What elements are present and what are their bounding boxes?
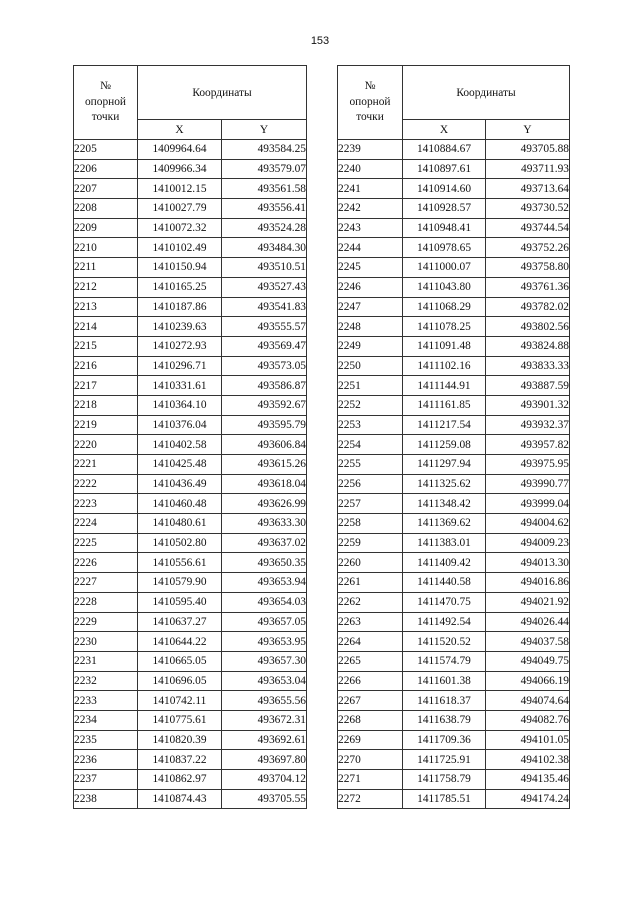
y-coordinate-cell: 493556.41 bbox=[222, 199, 307, 219]
y-coordinate-cell: 494009.23 bbox=[486, 533, 570, 553]
x-coordinate-cell: 1411348.42 bbox=[403, 494, 486, 514]
table-row bbox=[74, 651, 307, 671]
table-row bbox=[74, 179, 307, 199]
x-coordinate-cell: 1411161.85 bbox=[403, 395, 486, 415]
point-number-cell: 2230 bbox=[74, 632, 138, 652]
table-row bbox=[338, 494, 570, 514]
y-coordinate-cell: 493758.80 bbox=[486, 258, 570, 278]
x-coordinate-cell: 1410012.15 bbox=[138, 179, 222, 199]
x-coordinate-cell: 1411217.54 bbox=[403, 415, 486, 435]
table-row bbox=[338, 140, 570, 160]
y-coordinate-cell: 494174.24 bbox=[486, 789, 570, 809]
y-column-header: Y bbox=[222, 120, 307, 140]
table-row bbox=[338, 258, 570, 278]
point-number-cell: 2211 bbox=[74, 258, 138, 278]
point-number-cell: 2210 bbox=[74, 238, 138, 258]
point-number-cell: 2244 bbox=[338, 238, 403, 258]
y-coordinate-cell: 493606.84 bbox=[222, 435, 307, 455]
table-row bbox=[338, 651, 570, 671]
table-row bbox=[74, 455, 307, 475]
point-number-cell: 2220 bbox=[74, 435, 138, 455]
y-coordinate-cell: 493672.31 bbox=[222, 710, 307, 730]
point-number-cell: 2260 bbox=[338, 553, 403, 573]
table-row bbox=[74, 750, 307, 770]
x-coordinate-cell: 1409966.34 bbox=[138, 159, 222, 179]
point-number-cell: 2266 bbox=[338, 671, 403, 691]
coordinates-table-right bbox=[337, 65, 570, 809]
x-coordinate-cell: 1410644.22 bbox=[138, 632, 222, 652]
x-coordinate-cell: 1411144.91 bbox=[403, 376, 486, 396]
table-row bbox=[338, 592, 570, 612]
y-coordinate-cell: 493802.56 bbox=[486, 317, 570, 337]
x-coordinate-cell: 1410884.67 bbox=[403, 140, 486, 160]
x-coordinate-cell: 1411409.42 bbox=[403, 553, 486, 573]
table-row bbox=[338, 533, 570, 553]
y-coordinate-cell: 493541.83 bbox=[222, 297, 307, 317]
table-row bbox=[74, 612, 307, 632]
point-number-cell: 2241 bbox=[338, 179, 403, 199]
point-number-cell: 2252 bbox=[338, 395, 403, 415]
x-coordinate-cell: 1411043.80 bbox=[403, 277, 486, 297]
y-coordinate-cell: 493887.59 bbox=[486, 376, 570, 396]
y-coordinate-cell: 493697.80 bbox=[222, 750, 307, 770]
table-row bbox=[338, 317, 570, 337]
point-number-cell: 2235 bbox=[74, 730, 138, 750]
point-number-cell: 2246 bbox=[338, 277, 403, 297]
point-number-cell: 2243 bbox=[338, 218, 403, 238]
x-coordinate-cell: 1411325.62 bbox=[403, 474, 486, 494]
x-coordinate-cell: 1411297.94 bbox=[403, 455, 486, 475]
point-number-cell: 2267 bbox=[338, 691, 403, 711]
y-coordinate-cell: 494074.64 bbox=[486, 691, 570, 711]
x-coordinate-cell: 1410556.61 bbox=[138, 553, 222, 573]
x-coordinate-cell: 1410102.49 bbox=[138, 238, 222, 258]
x-coordinate-cell: 1411709.36 bbox=[403, 730, 486, 750]
table-row bbox=[74, 415, 307, 435]
y-coordinate-cell: 493615.26 bbox=[222, 455, 307, 475]
x-coordinate-cell: 1411725.91 bbox=[403, 750, 486, 770]
x-coordinate-cell: 1411369.62 bbox=[403, 514, 486, 534]
point-number-cell: 2212 bbox=[74, 277, 138, 297]
table-row bbox=[74, 553, 307, 573]
table-row bbox=[338, 356, 570, 376]
point-number-cell: 2219 bbox=[74, 415, 138, 435]
x-coordinate-cell: 1410862.97 bbox=[138, 770, 222, 790]
x-coordinate-cell: 1410874.43 bbox=[138, 789, 222, 809]
table-row bbox=[74, 159, 307, 179]
table-row bbox=[338, 179, 570, 199]
x-coordinate-cell: 1411492.54 bbox=[403, 612, 486, 632]
point-number-cell: 2263 bbox=[338, 612, 403, 632]
y-coordinate-cell: 494049.75 bbox=[486, 651, 570, 671]
table-row bbox=[74, 199, 307, 219]
x-coordinate-cell: 1410914.60 bbox=[403, 179, 486, 199]
point-number-cell: 2249 bbox=[338, 336, 403, 356]
y-coordinate-cell: 494021.92 bbox=[486, 592, 570, 612]
x-coordinate-cell: 1410402.58 bbox=[138, 435, 222, 455]
y-coordinate-cell: 493782.02 bbox=[486, 297, 570, 317]
table-row bbox=[74, 395, 307, 415]
point-number-cell: 2214 bbox=[74, 317, 138, 337]
point-number-cell: 2237 bbox=[74, 770, 138, 790]
x-coordinate-cell: 1409964.64 bbox=[138, 140, 222, 160]
y-coordinate-cell: 493510.51 bbox=[222, 258, 307, 278]
y-coordinate-cell: 493618.04 bbox=[222, 474, 307, 494]
x-coordinate-cell: 1411470.75 bbox=[403, 592, 486, 612]
point-number-cell: 2247 bbox=[338, 297, 403, 317]
x-coordinate-cell: 1410579.90 bbox=[138, 573, 222, 593]
point-number-cell: 2259 bbox=[338, 533, 403, 553]
y-coordinate-cell: 493586.87 bbox=[222, 376, 307, 396]
table-row bbox=[74, 592, 307, 612]
x-column-header: X bbox=[403, 120, 486, 140]
y-coordinate-cell: 493975.95 bbox=[486, 455, 570, 475]
x-coordinate-cell: 1410665.05 bbox=[138, 651, 222, 671]
point-number-cell: 2272 bbox=[338, 789, 403, 809]
point-number-cell: 2233 bbox=[74, 691, 138, 711]
y-coordinate-cell: 493579.07 bbox=[222, 159, 307, 179]
point-number-cell: 2250 bbox=[338, 356, 403, 376]
x-coordinate-cell: 1411758.79 bbox=[403, 770, 486, 790]
x-coordinate-cell: 1410978.65 bbox=[403, 238, 486, 258]
point-number-cell: 2238 bbox=[74, 789, 138, 809]
point-number-cell: 2232 bbox=[74, 671, 138, 691]
y-coordinate-cell: 493555.57 bbox=[222, 317, 307, 337]
table-row bbox=[74, 356, 307, 376]
table-row bbox=[74, 691, 307, 711]
point-number-cell: 2227 bbox=[74, 573, 138, 593]
point-number-cell: 2217 bbox=[74, 376, 138, 396]
point-number-cell: 2240 bbox=[338, 159, 403, 179]
y-coordinate-cell: 493990.77 bbox=[486, 474, 570, 494]
point-number-cell: 2264 bbox=[338, 632, 403, 652]
y-coordinate-cell: 493999.04 bbox=[486, 494, 570, 514]
x-coordinate-cell: 1411091.48 bbox=[403, 336, 486, 356]
x-coordinate-cell: 1410897.61 bbox=[403, 159, 486, 179]
x-coordinate-cell: 1411440.58 bbox=[403, 573, 486, 593]
point-number-cell: 2239 bbox=[338, 140, 403, 160]
table-row bbox=[74, 514, 307, 534]
table-row bbox=[338, 750, 570, 770]
point-number-cell: 2255 bbox=[338, 455, 403, 475]
y-coordinate-cell: 493569.47 bbox=[222, 336, 307, 356]
x-coordinate-cell: 1410928.57 bbox=[403, 199, 486, 219]
point-number-cell: 2228 bbox=[74, 592, 138, 612]
table-row bbox=[338, 199, 570, 219]
point-number-cell: 2248 bbox=[338, 317, 403, 337]
point-number-cell: 2258 bbox=[338, 514, 403, 534]
y-coordinate-cell: 494016.86 bbox=[486, 573, 570, 593]
table-row bbox=[338, 553, 570, 573]
table-row bbox=[338, 297, 570, 317]
table-row bbox=[338, 159, 570, 179]
x-coordinate-cell: 1410742.11 bbox=[138, 691, 222, 711]
y-coordinate-cell: 493761.36 bbox=[486, 277, 570, 297]
point-number-cell: 2226 bbox=[74, 553, 138, 573]
y-coordinate-cell: 494004.62 bbox=[486, 514, 570, 534]
x-coordinate-cell: 1410296.71 bbox=[138, 356, 222, 376]
x-coordinate-cell: 1411638.79 bbox=[403, 710, 486, 730]
x-coordinate-cell: 1411068.29 bbox=[403, 297, 486, 317]
y-coordinate-cell: 493833.33 bbox=[486, 356, 570, 376]
table-row bbox=[74, 770, 307, 790]
y-coordinate-cell: 493595.79 bbox=[222, 415, 307, 435]
y-coordinate-cell: 493484.30 bbox=[222, 238, 307, 258]
table-row bbox=[74, 474, 307, 494]
point-number-cell: 2236 bbox=[74, 750, 138, 770]
x-coordinate-cell: 1410187.86 bbox=[138, 297, 222, 317]
table-row bbox=[338, 376, 570, 396]
y-coordinate-cell: 493692.61 bbox=[222, 730, 307, 750]
point-number-cell: 2224 bbox=[74, 514, 138, 534]
y-coordinate-cell: 493653.04 bbox=[222, 671, 307, 691]
table-row bbox=[74, 258, 307, 278]
y-coordinate-cell: 493704.12 bbox=[222, 770, 307, 790]
table-row bbox=[74, 376, 307, 396]
table-row bbox=[74, 336, 307, 356]
point-number-cell: 2270 bbox=[338, 750, 403, 770]
table-row bbox=[338, 789, 570, 809]
x-coordinate-cell: 1410837.22 bbox=[138, 750, 222, 770]
point-number-cell: 2225 bbox=[74, 533, 138, 553]
point-number-cell: 2223 bbox=[74, 494, 138, 514]
y-coordinate-cell: 494135.46 bbox=[486, 770, 570, 790]
x-coordinate-cell: 1410480.61 bbox=[138, 514, 222, 534]
table-row bbox=[338, 474, 570, 494]
x-coordinate-cell: 1410165.25 bbox=[138, 277, 222, 297]
x-coordinate-cell: 1410637.27 bbox=[138, 612, 222, 632]
y-coordinate-cell: 493711.93 bbox=[486, 159, 570, 179]
y-coordinate-cell: 493752.26 bbox=[486, 238, 570, 258]
y-coordinate-cell: 493654.03 bbox=[222, 592, 307, 612]
y-coordinate-cell: 494082.76 bbox=[486, 710, 570, 730]
table-row bbox=[338, 770, 570, 790]
y-coordinate-cell: 494026.44 bbox=[486, 612, 570, 632]
y-coordinate-cell: 494013.30 bbox=[486, 553, 570, 573]
y-coordinate-cell: 493584.25 bbox=[222, 140, 307, 160]
point-number-cell: 2253 bbox=[338, 415, 403, 435]
y-coordinate-cell: 493524.28 bbox=[222, 218, 307, 238]
coordinates-table-left bbox=[73, 65, 307, 809]
page-number: 153 bbox=[310, 35, 330, 47]
x-coordinate-cell: 1410376.04 bbox=[138, 415, 222, 435]
table-row bbox=[74, 435, 307, 455]
coordinates-header: Координаты bbox=[403, 66, 570, 120]
x-coordinate-cell: 1410027.79 bbox=[138, 199, 222, 219]
x-coordinate-cell: 1411601.38 bbox=[403, 671, 486, 691]
x-coordinate-cell: 1411259.08 bbox=[403, 435, 486, 455]
table-row bbox=[338, 435, 570, 455]
y-coordinate-cell: 493573.05 bbox=[222, 356, 307, 376]
point-number-cell: 2208 bbox=[74, 199, 138, 219]
table-row bbox=[338, 277, 570, 297]
table-row bbox=[338, 671, 570, 691]
table-row bbox=[74, 730, 307, 750]
x-coordinate-cell: 1410364.10 bbox=[138, 395, 222, 415]
point-number-cell: 2269 bbox=[338, 730, 403, 750]
point-number-cell: 2206 bbox=[74, 159, 138, 179]
x-coordinate-cell: 1411785.51 bbox=[403, 789, 486, 809]
x-coordinate-cell: 1411383.01 bbox=[403, 533, 486, 553]
point-number-cell: 2221 bbox=[74, 455, 138, 475]
y-coordinate-cell: 493626.99 bbox=[222, 494, 307, 514]
coordinates-header: Координаты bbox=[138, 66, 307, 120]
point-number-cell: 2262 bbox=[338, 592, 403, 612]
table-row bbox=[338, 455, 570, 475]
point-number-cell: 2207 bbox=[74, 179, 138, 199]
x-coordinate-cell: 1410239.63 bbox=[138, 317, 222, 337]
table-row bbox=[74, 277, 307, 297]
table-row bbox=[74, 533, 307, 553]
y-coordinate-cell: 493657.30 bbox=[222, 651, 307, 671]
x-coordinate-cell: 1410072.32 bbox=[138, 218, 222, 238]
table-row bbox=[74, 710, 307, 730]
point-number-cell: 2261 bbox=[338, 573, 403, 593]
x-coordinate-cell: 1410948.41 bbox=[403, 218, 486, 238]
x-coordinate-cell: 1411618.37 bbox=[403, 691, 486, 711]
point-number-cell: 2218 bbox=[74, 395, 138, 415]
y-coordinate-cell: 493713.64 bbox=[486, 179, 570, 199]
y-coordinate-cell: 493957.82 bbox=[486, 435, 570, 455]
y-coordinate-cell: 493633.30 bbox=[222, 514, 307, 534]
point-number-cell: 2254 bbox=[338, 435, 403, 455]
x-coordinate-cell: 1410272.93 bbox=[138, 336, 222, 356]
y-coordinate-cell: 493653.95 bbox=[222, 632, 307, 652]
point-number-header: № опорной точки bbox=[338, 66, 403, 140]
table-row bbox=[338, 710, 570, 730]
table-row bbox=[338, 238, 570, 258]
x-coordinate-cell: 1410436.49 bbox=[138, 474, 222, 494]
x-coordinate-cell: 1411078.25 bbox=[403, 317, 486, 337]
point-number-cell: 2215 bbox=[74, 336, 138, 356]
x-coordinate-cell: 1411102.16 bbox=[403, 356, 486, 376]
point-number-cell: 2222 bbox=[74, 474, 138, 494]
point-number-cell: 2242 bbox=[338, 199, 403, 219]
table-body-right bbox=[338, 140, 570, 809]
table-row bbox=[74, 140, 307, 160]
table-row bbox=[338, 514, 570, 534]
y-coordinate-cell: 494037.58 bbox=[486, 632, 570, 652]
y-coordinate-cell: 494101.05 bbox=[486, 730, 570, 750]
x-coordinate-cell: 1411520.52 bbox=[403, 632, 486, 652]
table-row bbox=[338, 691, 570, 711]
table-row bbox=[338, 395, 570, 415]
y-coordinate-cell: 493592.67 bbox=[222, 395, 307, 415]
y-coordinate-cell: 493932.37 bbox=[486, 415, 570, 435]
x-column-header: X bbox=[138, 120, 222, 140]
table-row bbox=[338, 730, 570, 750]
point-number-cell: 2268 bbox=[338, 710, 403, 730]
y-coordinate-cell: 493561.58 bbox=[222, 179, 307, 199]
x-coordinate-cell: 1410775.61 bbox=[138, 710, 222, 730]
table-row bbox=[74, 789, 307, 809]
x-coordinate-cell: 1411574.79 bbox=[403, 651, 486, 671]
y-coordinate-cell: 493650.35 bbox=[222, 553, 307, 573]
y-coordinate-cell: 493655.56 bbox=[222, 691, 307, 711]
x-coordinate-cell: 1410331.61 bbox=[138, 376, 222, 396]
y-coordinate-cell: 494066.19 bbox=[486, 671, 570, 691]
y-coordinate-cell: 493705.88 bbox=[486, 140, 570, 160]
table-row bbox=[74, 632, 307, 652]
point-number-cell: 2231 bbox=[74, 651, 138, 671]
point-number-cell: 2209 bbox=[74, 218, 138, 238]
y-coordinate-cell: 493657.05 bbox=[222, 612, 307, 632]
table-row bbox=[338, 218, 570, 238]
table-row bbox=[74, 317, 307, 337]
x-coordinate-cell: 1410460.48 bbox=[138, 494, 222, 514]
y-coordinate-cell: 493527.43 bbox=[222, 277, 307, 297]
point-number-header: № опорной точки bbox=[74, 66, 138, 140]
point-number-cell: 2251 bbox=[338, 376, 403, 396]
y-coordinate-cell: 493637.02 bbox=[222, 533, 307, 553]
x-coordinate-cell: 1410696.05 bbox=[138, 671, 222, 691]
point-number-cell: 2245 bbox=[338, 258, 403, 278]
table-row bbox=[74, 218, 307, 238]
table-row bbox=[74, 573, 307, 593]
y-coordinate-cell: 493730.52 bbox=[486, 199, 570, 219]
y-coordinate-cell: 493653.94 bbox=[222, 573, 307, 593]
y-coordinate-cell: 493705.55 bbox=[222, 789, 307, 809]
point-number-cell: 2256 bbox=[338, 474, 403, 494]
table-row bbox=[338, 612, 570, 632]
point-number-cell: 2265 bbox=[338, 651, 403, 671]
point-number-cell: 2216 bbox=[74, 356, 138, 376]
table-row bbox=[338, 632, 570, 652]
point-number-cell: 2205 bbox=[74, 140, 138, 160]
x-coordinate-cell: 1410595.40 bbox=[138, 592, 222, 612]
point-number-cell: 2234 bbox=[74, 710, 138, 730]
x-coordinate-cell: 1410820.39 bbox=[138, 730, 222, 750]
table-row bbox=[338, 336, 570, 356]
x-coordinate-cell: 1411000.07 bbox=[403, 258, 486, 278]
table-row bbox=[74, 238, 307, 258]
table-body-left bbox=[74, 140, 307, 809]
table-row bbox=[74, 297, 307, 317]
y-column-header: Y bbox=[486, 120, 570, 140]
x-coordinate-cell: 1410150.94 bbox=[138, 258, 222, 278]
table-row bbox=[74, 671, 307, 691]
x-coordinate-cell: 1410502.80 bbox=[138, 533, 222, 553]
point-number-cell: 2271 bbox=[338, 770, 403, 790]
y-coordinate-cell: 493824.88 bbox=[486, 336, 570, 356]
y-coordinate-cell: 493744.54 bbox=[486, 218, 570, 238]
table-row bbox=[74, 494, 307, 514]
x-coordinate-cell: 1410425.48 bbox=[138, 455, 222, 475]
table-row bbox=[338, 415, 570, 435]
y-coordinate-cell: 493901.32 bbox=[486, 395, 570, 415]
point-number-cell: 2213 bbox=[74, 297, 138, 317]
point-number-cell: 2257 bbox=[338, 494, 403, 514]
table-row bbox=[338, 573, 570, 593]
point-number-cell: 2229 bbox=[74, 612, 138, 632]
y-coordinate-cell: 494102.38 bbox=[486, 750, 570, 770]
